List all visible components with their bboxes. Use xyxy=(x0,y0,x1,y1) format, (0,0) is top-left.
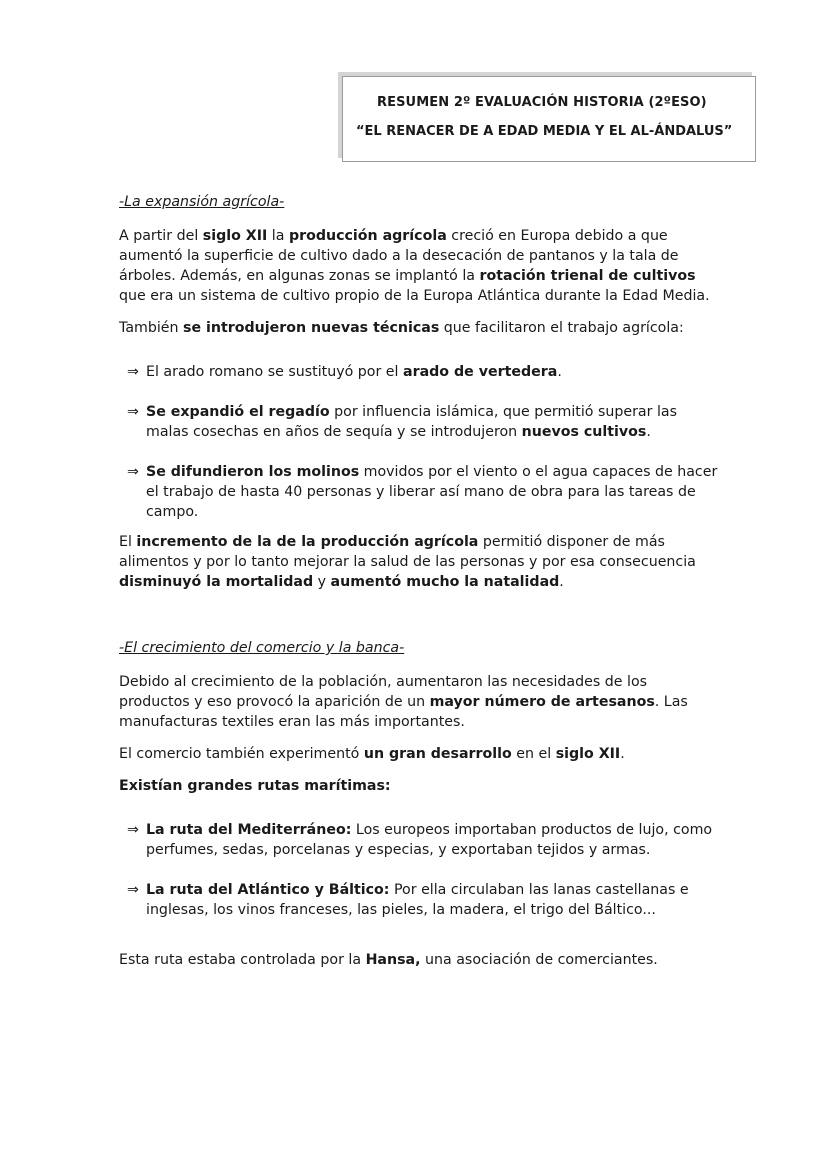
arrow-icon: ⇒ xyxy=(127,464,139,480)
list-item xyxy=(119,820,719,860)
bold-text: arado de vertedera xyxy=(403,364,558,380)
text: Por ella circulaban las lanas castellanas e inglesas, los vinos franceses, las pieles, la madera, el trigo del Báltico... xyxy=(146,882,689,918)
bold-text: siglo XII xyxy=(555,746,621,762)
text: El comercio también experimentó xyxy=(119,746,364,762)
list-item xyxy=(119,362,719,382)
arrow-icon: ⇒ xyxy=(127,822,139,838)
text: creció en Europa debido a que aumentó la superficie de cultivo dado a la desecación de pantanos y la tala de árboles. Además, en algunas zonas se implantó la xyxy=(119,228,679,284)
text: También xyxy=(119,320,184,336)
list-item xyxy=(119,462,719,522)
bold-text: rotación trienal de cultivos xyxy=(479,268,696,284)
bold-text: un gran desarrollo xyxy=(363,746,512,762)
text: El xyxy=(119,534,137,550)
bold-text: siglo XII xyxy=(202,228,268,244)
paragraph xyxy=(119,318,719,338)
paragraph xyxy=(119,672,719,732)
text: permitió disponer de más alimentos y por lo tanto mejorar la salud de las personas y por esa consecuencia xyxy=(119,534,696,570)
bold-text: producción agrícola xyxy=(288,228,447,244)
text: Esta ruta estaba controlada por la xyxy=(119,952,366,968)
paragraph xyxy=(119,226,719,306)
paragraph xyxy=(119,744,719,764)
bold-text: La ruta del Atlántico y Báltico: xyxy=(146,882,390,898)
bold-text: incremento de la de la producción agrícola xyxy=(136,534,479,550)
document-title: RESUMEN 2º EVALUACIÓN HISTORIA (2ºESO) xyxy=(377,95,707,110)
text: y xyxy=(313,574,331,590)
text: por influencia islámica, que permitió superar las malas cosechas en años de sequía y se introdujeron xyxy=(146,404,677,440)
text: A partir del xyxy=(119,228,203,244)
text: . xyxy=(620,746,625,762)
title-box xyxy=(342,76,756,162)
text: . Las manufacturas textiles eran las más importantes. xyxy=(119,694,688,730)
bold-text: nuevos cultivos xyxy=(521,424,647,440)
text: . xyxy=(559,574,564,590)
text: movidos por el viento o el agua capaces de hacer el trabajo de hasta 40 personas y liberar así mano de obra para las tareas de campo. xyxy=(146,464,718,520)
document-subtitle: “EL RENACER DE A EDAD MEDIA Y EL AL-ÁNDALUS” xyxy=(356,124,733,139)
section-heading-agricultura: -La expansión agrícola- xyxy=(119,194,285,210)
paragraph xyxy=(119,532,719,592)
spacer xyxy=(119,604,719,638)
list-rutas xyxy=(119,820,719,920)
arrow-icon: ⇒ xyxy=(127,404,139,420)
arrow-icon: ⇒ xyxy=(127,364,139,380)
text: en el xyxy=(511,746,556,762)
bold-text: se introdujeron nuevas técnicas xyxy=(183,320,440,336)
bold-text: Hansa, xyxy=(365,952,421,968)
list-tecnicas xyxy=(119,362,719,522)
text: que facilitaron el trabajo agrícola: xyxy=(439,320,684,336)
bold-text: Se expandió el regadío xyxy=(146,404,330,420)
subheading-rutas: Existían grandes rutas marítimas: xyxy=(119,778,391,794)
list-item xyxy=(119,402,719,442)
list-item xyxy=(119,880,719,920)
text: una asociación de comerciantes. xyxy=(420,952,658,968)
text: . xyxy=(646,424,651,440)
bold-text: La ruta del Mediterráneo: xyxy=(146,822,352,838)
bold-text: aumentó mucho la natalidad xyxy=(330,574,560,590)
text: . xyxy=(557,364,562,380)
text: que era un sistema de cultivo propio de la Europa Atlántica durante la Edad Media. xyxy=(119,288,710,304)
text: El arado romano se sustituyó por el xyxy=(146,364,403,380)
paragraph xyxy=(119,950,719,970)
document-body xyxy=(119,192,719,982)
arrow-icon: ⇒ xyxy=(127,882,139,898)
bold-text: disminuyó la mortalidad xyxy=(119,574,314,590)
bold-text: mayor número de artesanos xyxy=(429,694,655,710)
text: la xyxy=(267,228,289,244)
text: Debido al crecimiento de la población, aumentaron las necesidades de los productos y eso provocó la aparición de un xyxy=(119,674,648,710)
section-heading-comercio: -El crecimiento del comercio y la banca- xyxy=(119,640,405,656)
text: Los europeos importaban productos de lujo, como perfumes, sedas, porcelanas y especias, y exportaban tejidos y armas. xyxy=(146,822,713,858)
bold-text: Se difundieron los molinos xyxy=(146,464,360,480)
